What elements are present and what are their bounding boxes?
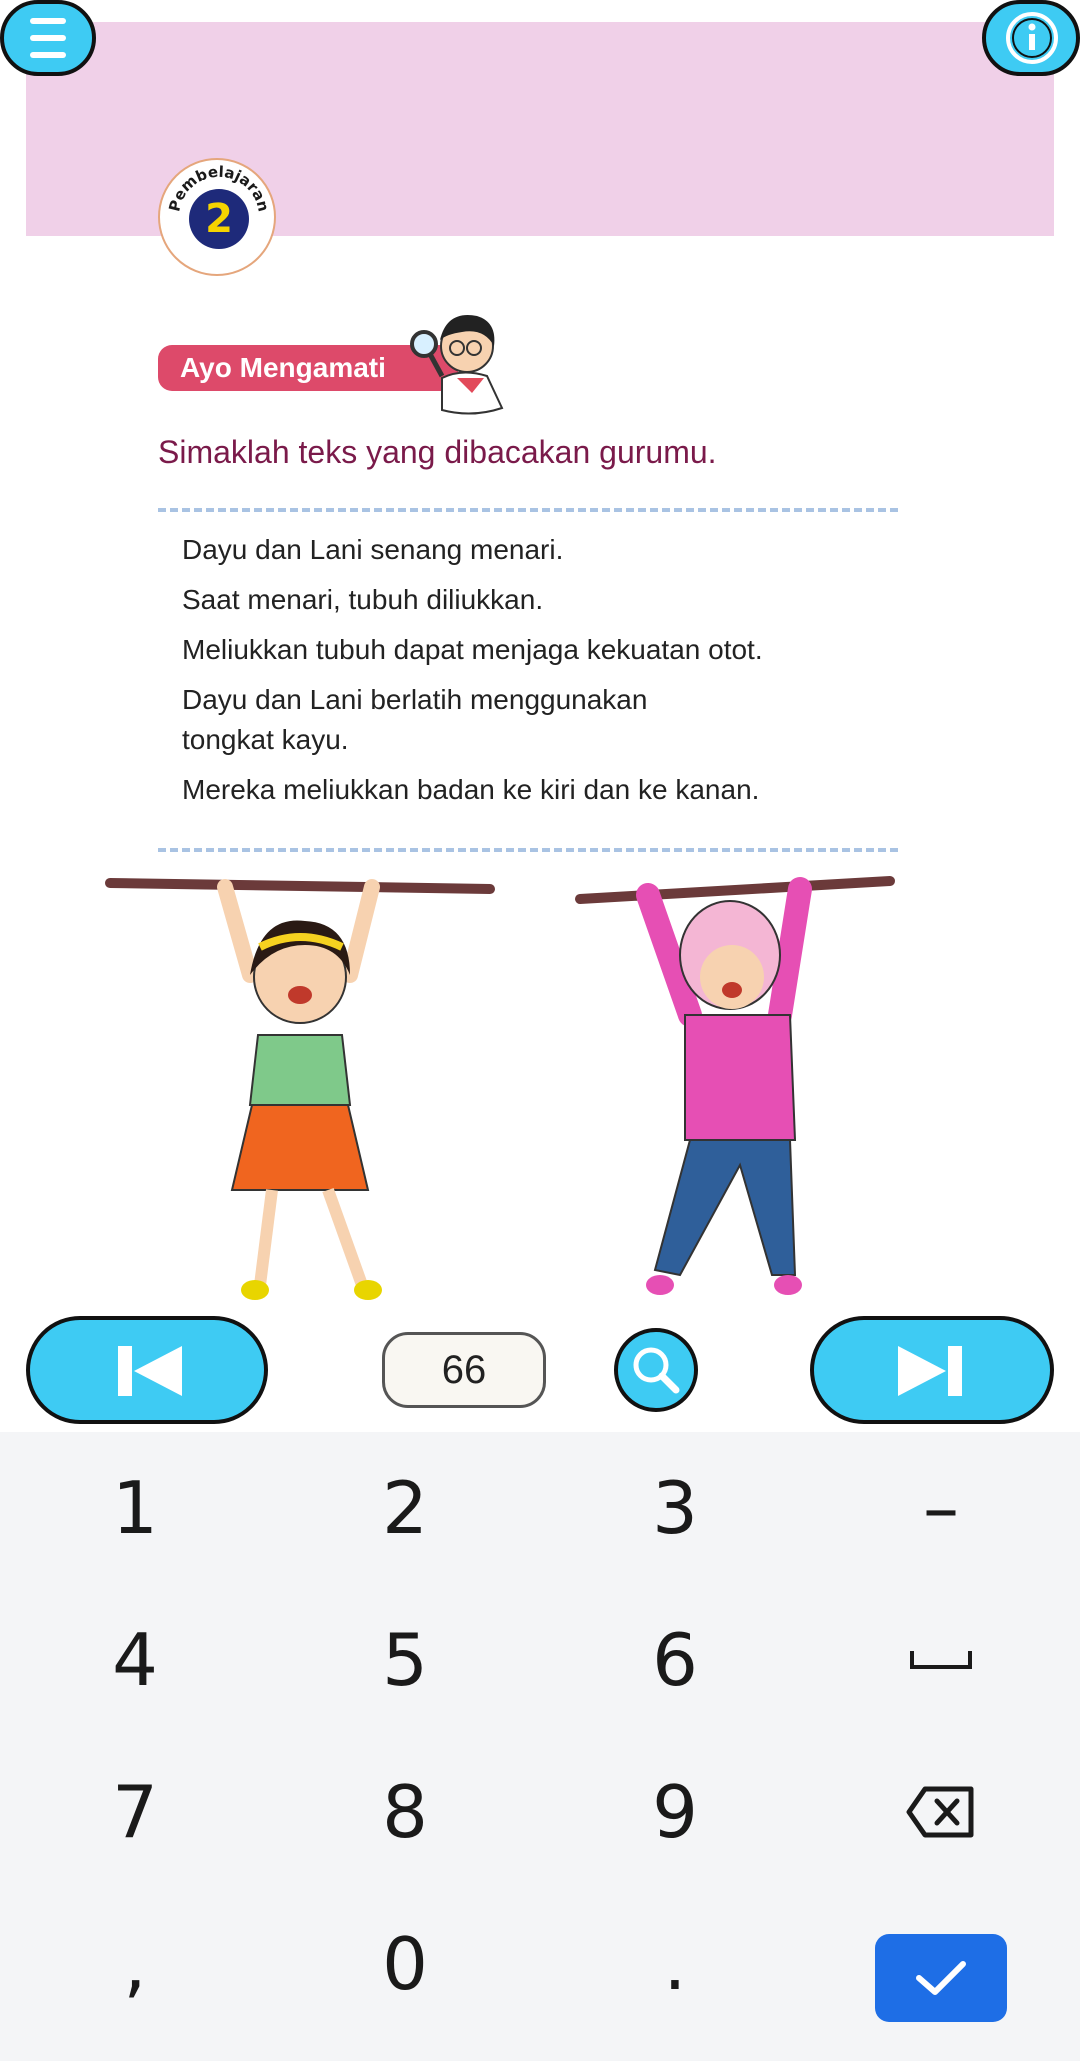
info-icon (986, 4, 1076, 72)
previous-page-button[interactable] (26, 1316, 268, 1424)
reading-line: Saat menari, tubuh diliukkan. (182, 584, 544, 615)
reading-line: Dayu dan Lani berlatih menggunakan tongkat kayu. (182, 684, 648, 755)
menu-button[interactable] (0, 0, 96, 76)
reading-line: Dayu dan Lani senang menari. (182, 534, 564, 565)
space-icon (906, 1645, 976, 1675)
backspace-icon (905, 1785, 977, 1839)
bottom-dashed-divider (158, 848, 898, 852)
instruction-text: Simaklah teks yang dibacakan gurumu. (158, 434, 717, 470)
hamburger-icon (4, 4, 92, 72)
done-key[interactable] (875, 1934, 1007, 2022)
next-page-button[interactable] (810, 1316, 1054, 1424)
key-7[interactable]: 7 (112, 1770, 158, 1854)
key-backspace[interactable] (806, 1736, 1076, 1888)
numeric-keyboard (0, 1432, 1080, 2061)
boy-magnifier-illustration (402, 298, 522, 420)
lesson-number: 2 (189, 189, 249, 249)
top-dashed-divider (158, 508, 898, 512)
key-0[interactable]: 0 (382, 1922, 428, 2006)
info-button[interactable] (982, 0, 1080, 76)
key-4[interactable]: 4 (112, 1618, 158, 1702)
key-1[interactable]: 1 (112, 1466, 158, 1550)
key-6[interactable]: 6 (652, 1618, 698, 1702)
key-2[interactable]: 2 (382, 1466, 428, 1550)
reading-line: Meliukkan tubuh dapat menjaga kekuatan otot. (182, 634, 763, 665)
key-minus[interactable]: – (923, 1466, 959, 1550)
girls-stretching-illustration (100, 865, 920, 1305)
section-title: Ayo Mengamati (158, 345, 458, 391)
skip-next-icon (814, 1320, 1050, 1420)
key-comma[interactable]: , (123, 1922, 147, 2006)
key-5[interactable]: 5 (382, 1618, 428, 1702)
check-icon (911, 1956, 971, 2000)
skip-previous-icon (30, 1320, 264, 1420)
key-8[interactable]: 8 (382, 1770, 428, 1854)
reading-passage (182, 530, 902, 820)
key-3[interactable]: 3 (652, 1466, 698, 1550)
key-space[interactable] (806, 1584, 1076, 1736)
key-period[interactable]: . (663, 1922, 687, 2006)
reading-line: Mereka meliukkan badan ke kiri dan ke kanan. (182, 774, 760, 805)
page-number-field[interactable]: 66 (382, 1332, 546, 1408)
badge-label: Pembelajaran (165, 162, 273, 214)
search-icon (618, 1332, 694, 1408)
lesson-badge (158, 158, 276, 276)
key-9[interactable]: 9 (652, 1770, 698, 1854)
search-button[interactable] (614, 1328, 698, 1412)
